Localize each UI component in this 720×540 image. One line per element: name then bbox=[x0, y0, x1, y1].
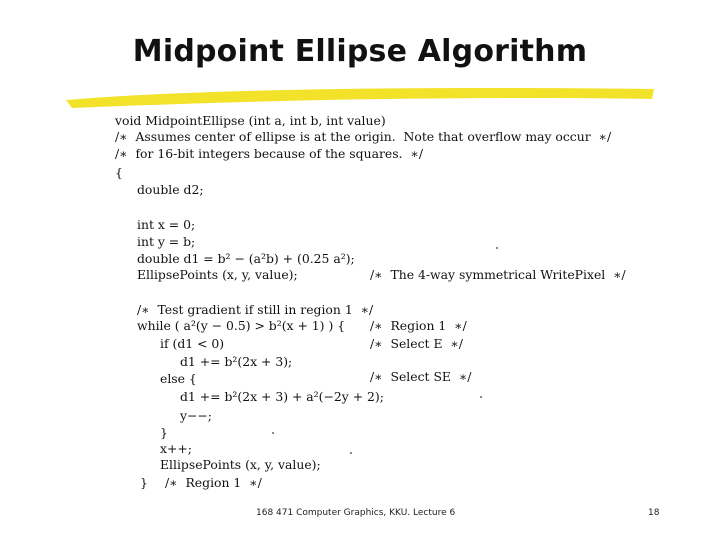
code-line-4: { bbox=[115, 165, 123, 180]
code-comment-region1-end: /∗ Region 1 ∗/ bbox=[165, 475, 262, 490]
code-line-19: EllipsePoints (x, y, value); bbox=[160, 457, 321, 472]
code-line-14: else { bbox=[160, 371, 197, 386]
code-line-13: d1 += b²(2x + 3); bbox=[180, 354, 293, 369]
code-line-12: if (d1 < 0) bbox=[160, 336, 225, 351]
code-line-18: x++; bbox=[160, 441, 192, 456]
code-line-1: void MidpointEllipse (int a, int b, int value) bbox=[115, 113, 386, 128]
slide-title: Midpoint Ellipse Algorithm bbox=[132, 34, 588, 69]
code-line-2: /∗ Assumes center of ellipse is at the origin. Note that overflow may occur ∗/ bbox=[115, 129, 612, 144]
code-line-3: /∗ for 16-bit integers because of the squares. ∗/ bbox=[115, 146, 423, 161]
scan-speck bbox=[496, 247, 498, 249]
code-line-16: y−−; bbox=[180, 408, 212, 423]
code-line-8: double d1 = b² − (a²b) + (0.25 a²); bbox=[137, 251, 355, 266]
page-number: 18 bbox=[648, 508, 660, 518]
code-line-5: double d2; bbox=[137, 182, 204, 197]
code-comment-select-e: /∗ Select E ∗/ bbox=[370, 336, 463, 351]
code-line-6: int x = 0; bbox=[137, 217, 196, 232]
code-line-17: } bbox=[160, 425, 168, 440]
code-line-20: } bbox=[140, 475, 148, 490]
code-comment-writepixel: /∗ The 4-way symmetrical WritePixel ∗/ bbox=[370, 267, 626, 282]
code-line-9: EllipsePoints (x, y, value); bbox=[137, 267, 298, 282]
scan-speck bbox=[350, 452, 352, 454]
code-comment-select-se: /∗ Select SE ∗/ bbox=[370, 369, 472, 384]
code-line-10: /∗ Test gradient if still in region 1 ∗/ bbox=[137, 302, 374, 317]
scan-speck bbox=[272, 432, 274, 434]
scan-speck bbox=[480, 396, 482, 398]
code-comment-region1: /∗ Region 1 ∗/ bbox=[370, 318, 467, 333]
footer-text: 168 471 Computer Graphics, KKU. Lecture 6 bbox=[256, 508, 456, 518]
code-line-15: d1 += b²(2x + 3) + a²(−2y + 2); bbox=[180, 389, 384, 404]
code-line-7: int y = b; bbox=[137, 234, 196, 249]
code-line-11: while ( a²(y − 0.5) > b²(x + 1) ) { bbox=[137, 318, 346, 333]
